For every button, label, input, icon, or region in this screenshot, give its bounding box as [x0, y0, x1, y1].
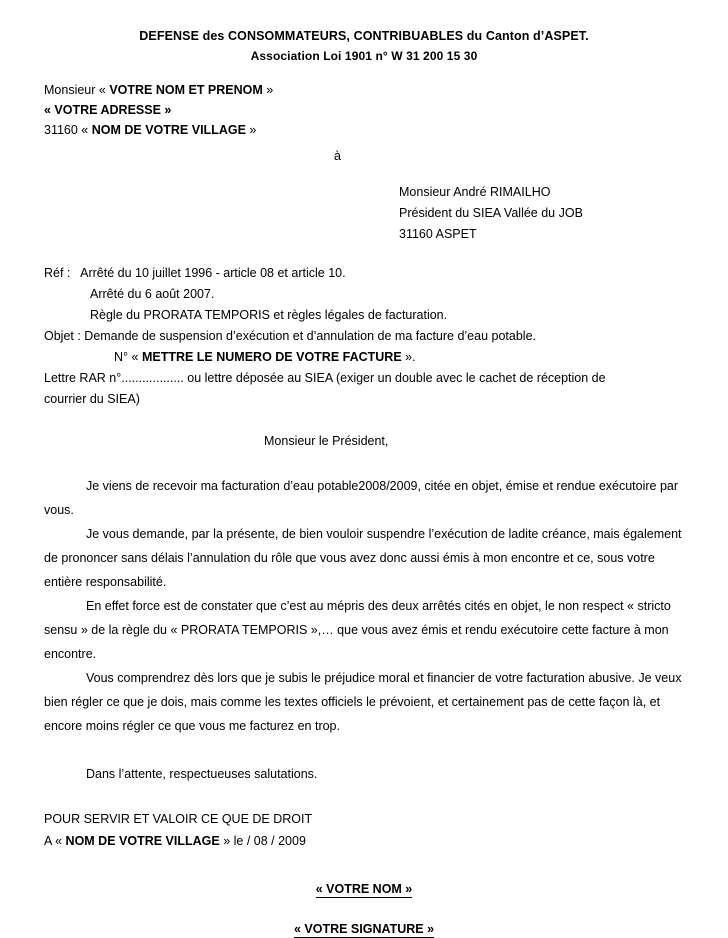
- signature-sign-value: « VOTRE SIGNATURE »: [293, 922, 435, 936]
- recipient-title: Président du SIEA Vallée du JOB: [399, 206, 583, 220]
- closing-line: Dans l’attente, respectueuses salutations.: [86, 767, 318, 781]
- signature-sign-line: [44, 922, 684, 936]
- ref-label: Réf :: [44, 266, 71, 280]
- sender-name-value: VOTRE NOM ET PRENOM: [109, 83, 263, 97]
- sender-street-line: « VOTRE ADRESSE »: [44, 103, 172, 117]
- header-line-1: DEFENSE des CONSOMMATEURS, CONTRIBUABLES du Canton d’ASPET.: [139, 29, 589, 43]
- servir-block: [44, 808, 684, 852]
- facture-number-value: METTRE LE NUMERO DE VOTRE FACTURE: [141, 350, 402, 364]
- sender-name-prefix: Monsieur «: [44, 83, 110, 97]
- signature-name-value: « VOTRE NOM »: [315, 882, 413, 896]
- signature-name-line: [44, 882, 684, 896]
- document-header: [44, 26, 684, 66]
- sender-city-suffix: »: [245, 123, 257, 137]
- salutation: Monsieur le Président,: [264, 434, 389, 448]
- objet-line: Objet : Demande de suspension d’exécution et d’annulation de ma facture d’eau potable.: [44, 329, 536, 343]
- ref-line-3: Règle du PRORATA TEMPORIS et règles légales de facturation.: [90, 308, 448, 322]
- ref-line-1: [44, 263, 684, 284]
- servir-date-suffix: » le / 08 / 2009: [219, 834, 306, 848]
- rar-line-2: courrier du SIEA): [44, 392, 140, 406]
- servir-line-1: POUR SERVIR ET VALOIR CE QUE DE DROIT: [44, 812, 313, 826]
- body-paragraph: En effet force est de constater que c’est au mépris des deux arrêtés cités en objet, le non respect « stricto sensu » de la règle du « PRORATA TEMPORIS »,… que vous avez émis et rendu exécutoire cette facture à mon encontre.: [44, 599, 671, 661]
- letter-body: [44, 474, 684, 738]
- rar-line-1: Lettre RAR n°.................. ou lettre déposée au SIEA (exiger un double avec le cachet de réception de: [44, 371, 606, 385]
- to-marker: à: [334, 149, 341, 163]
- recipient-city: 31160 ASPET: [399, 227, 477, 241]
- facture-number-suffix: ».: [401, 350, 416, 364]
- sender-name-suffix: »: [262, 83, 274, 97]
- servir-city-value: NOM DE VOTRE VILLAGE: [65, 834, 220, 848]
- facture-number-line: [44, 347, 684, 368]
- recipient-name: Monsieur André RIMAILHO: [399, 185, 551, 199]
- servir-line-2: [44, 830, 684, 852]
- sender-city-value: NOM DE VOTRE VILLAGE: [91, 123, 246, 137]
- facture-number-prefix: N° «: [114, 350, 142, 364]
- ref-line-2: Arrêté du 6 août 2007.: [90, 287, 215, 301]
- references-block: [44, 263, 684, 410]
- body-paragraph: Vous comprendrez dès lors que je subis le préjudice moral et financier de votre facturation abusive. Je veux bien régler ce que je dois, mais comme les textes officiels le prévoient, et certainement pas de cette façon là, et encore moins régler ce que vous me facturez en trop.: [44, 671, 682, 733]
- body-paragraph: Je vous demande, par la présente, de bien vouloir suspendre l’exécution de ladite créance, mais également de prononcer sans délais l’annulation du rôle que vous avez donc aussi émis à mon encontre et ce, sous votre entière responsabilité.: [44, 527, 682, 589]
- header-line-2: Association Loi 1901 n° W 31 200 15 30: [250, 49, 478, 63]
- body-paragraph: Je viens de recevoir ma facturation d’eau potable2008/2009, citée en objet, émise et rendue exécutoire par vous.: [44, 479, 679, 517]
- ref-value-1: Arrêté du 10 juillet 1996 - article 08 et article 10.: [80, 266, 346, 280]
- sender-name-line: [44, 80, 684, 100]
- recipient-address-block: [44, 182, 684, 245]
- sender-city-line: [44, 120, 684, 140]
- sender-address-block: [44, 80, 684, 140]
- sender-city-prefix: 31160 «: [44, 123, 92, 137]
- servir-city-prefix: A «: [44, 834, 66, 848]
